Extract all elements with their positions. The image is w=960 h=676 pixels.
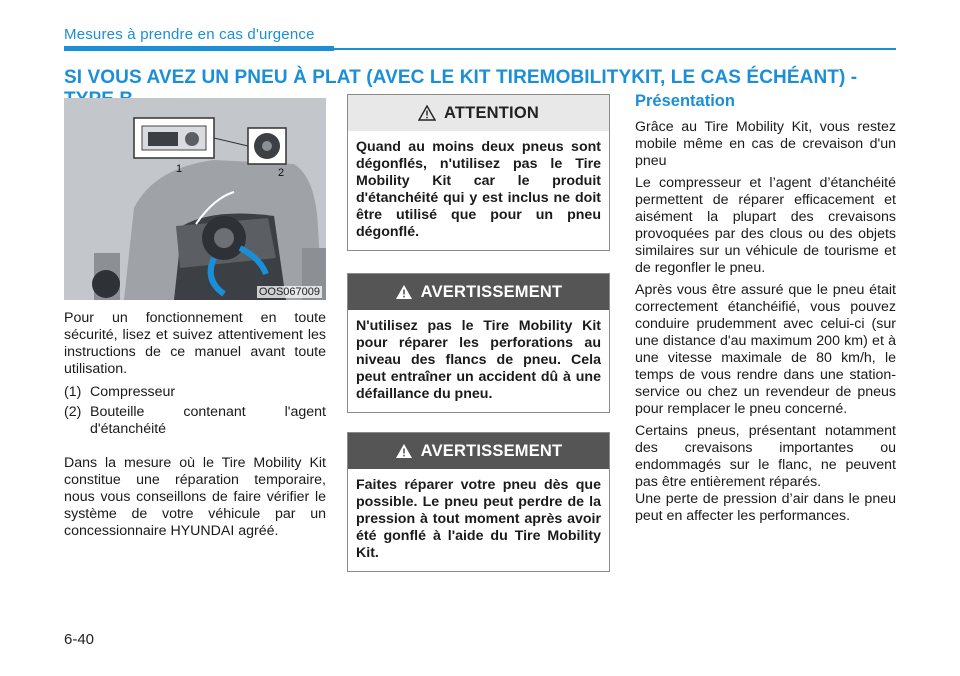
callout-1: 1 bbox=[176, 163, 183, 175]
attention-text: Quand au moins deux pneus sont dégonflés, n'utilisez pas le Tire Mobility Kit car le produit d'étanchéité qui y est inclus ne doit être utilisé que pour un pneu dégonflé. bbox=[356, 139, 601, 240]
attention-header bbox=[348, 95, 609, 131]
paragraph: Grâce au Tire Mobility Kit, vous restez mobile même en cas de crevaison d'un pneu bbox=[635, 119, 896, 169]
list-item-number: (1) bbox=[64, 384, 82, 400]
warning-text: Faites réparer votre pneu dès que possible. Le pneu peut perdre de la pression à tout moment après avoir été gonflé à l'aide du Tire Mobility Kit. bbox=[356, 477, 601, 561]
warning-title: AVERTISSEMENT bbox=[420, 441, 563, 460]
list-item bbox=[64, 384, 326, 401]
page-title: SI VOUS AVEZ UN PNEU À PLAT (AVEC LE KIT TIREMOBILITYKIT, LE CAS ÉCHÉANT) - bbox=[64, 67, 858, 88]
paragraph: Une perte de pression d’air dans le pneu peut en affecter les performances. bbox=[635, 491, 896, 524]
list-item-text: Compresseur bbox=[90, 384, 176, 400]
paragraph: Après vous être assuré que le pneu était correctement étanchéifié, vous pouvez conduire prudemment avec celui-ci (sur une distance d'au maximum 200 km) et à une vitesse maximale de 80 km/h, le temps de vous rendre dans une station-service ou chez un revendeur de pneus pour remplacer le pneu concerné. bbox=[635, 282, 896, 417]
caution-triangle-icon bbox=[418, 105, 436, 121]
paragraph: Certains pneus, présentant notamment des crevaisons importantes ou endommagés sur le flanc, ne peuvent pas être entièrement réparés. bbox=[635, 423, 896, 490]
attention-title: ATTENTION bbox=[444, 103, 539, 122]
warning-header bbox=[348, 433, 609, 469]
warning-header bbox=[348, 274, 609, 310]
left-column bbox=[64, 98, 326, 540]
tire-mobility-kit-illustration bbox=[64, 98, 326, 300]
warning-triangle-icon bbox=[395, 443, 413, 459]
list-item bbox=[64, 404, 326, 438]
warning-text: N'utilisez pas le Tire Mobility Kit pour réparer les perforations au niveau des flancs de pneu. Cela peut entraîner un accident dû à une défaillance du pneu. bbox=[356, 318, 601, 402]
section-header: Mesures à prendre en cas d'urgence bbox=[64, 26, 315, 43]
header-rule bbox=[64, 48, 896, 50]
attention-box bbox=[347, 94, 610, 251]
warning-box-2 bbox=[347, 432, 610, 572]
presentation-heading: Présentation bbox=[635, 92, 735, 110]
list-item-text: Bouteille contenant l'agent d'étanchéité bbox=[90, 404, 326, 437]
dealer-note: Dans la mesure où le Tire Mobility Kit constitue une réparation temporaire, nous vous conseillons de faire vérifier le système de votre véhicule par un concessionnaire HYUNDAI agréé. bbox=[64, 455, 326, 539]
figure-code: OOS067009 bbox=[258, 286, 320, 298]
warning-box-1 bbox=[347, 273, 610, 413]
component-list bbox=[64, 384, 326, 438]
warning-triangle-icon bbox=[395, 284, 413, 300]
intro-text: Pour un fonctionnement en toute sécurité, lisez et suivez attentivement les instructions de ce manuel avant toute utilisation. bbox=[64, 310, 326, 377]
car-trunk-drawing bbox=[64, 98, 326, 300]
callout-2: 2 bbox=[278, 167, 285, 179]
right-column bbox=[635, 92, 896, 530]
page-number: 6-40 bbox=[64, 631, 95, 648]
list-item-number: (2) bbox=[64, 404, 82, 420]
paragraph: Le compresseur et l’agent d’étanchéité permettent de réparer efficacement et aisément la plupart des crevaisons provoquées par des clous ou des objets similaires sur un véhicule de tourisme et de regonfler le pneu. bbox=[635, 175, 896, 276]
warning-title: AVERTISSEMENT bbox=[420, 282, 563, 301]
